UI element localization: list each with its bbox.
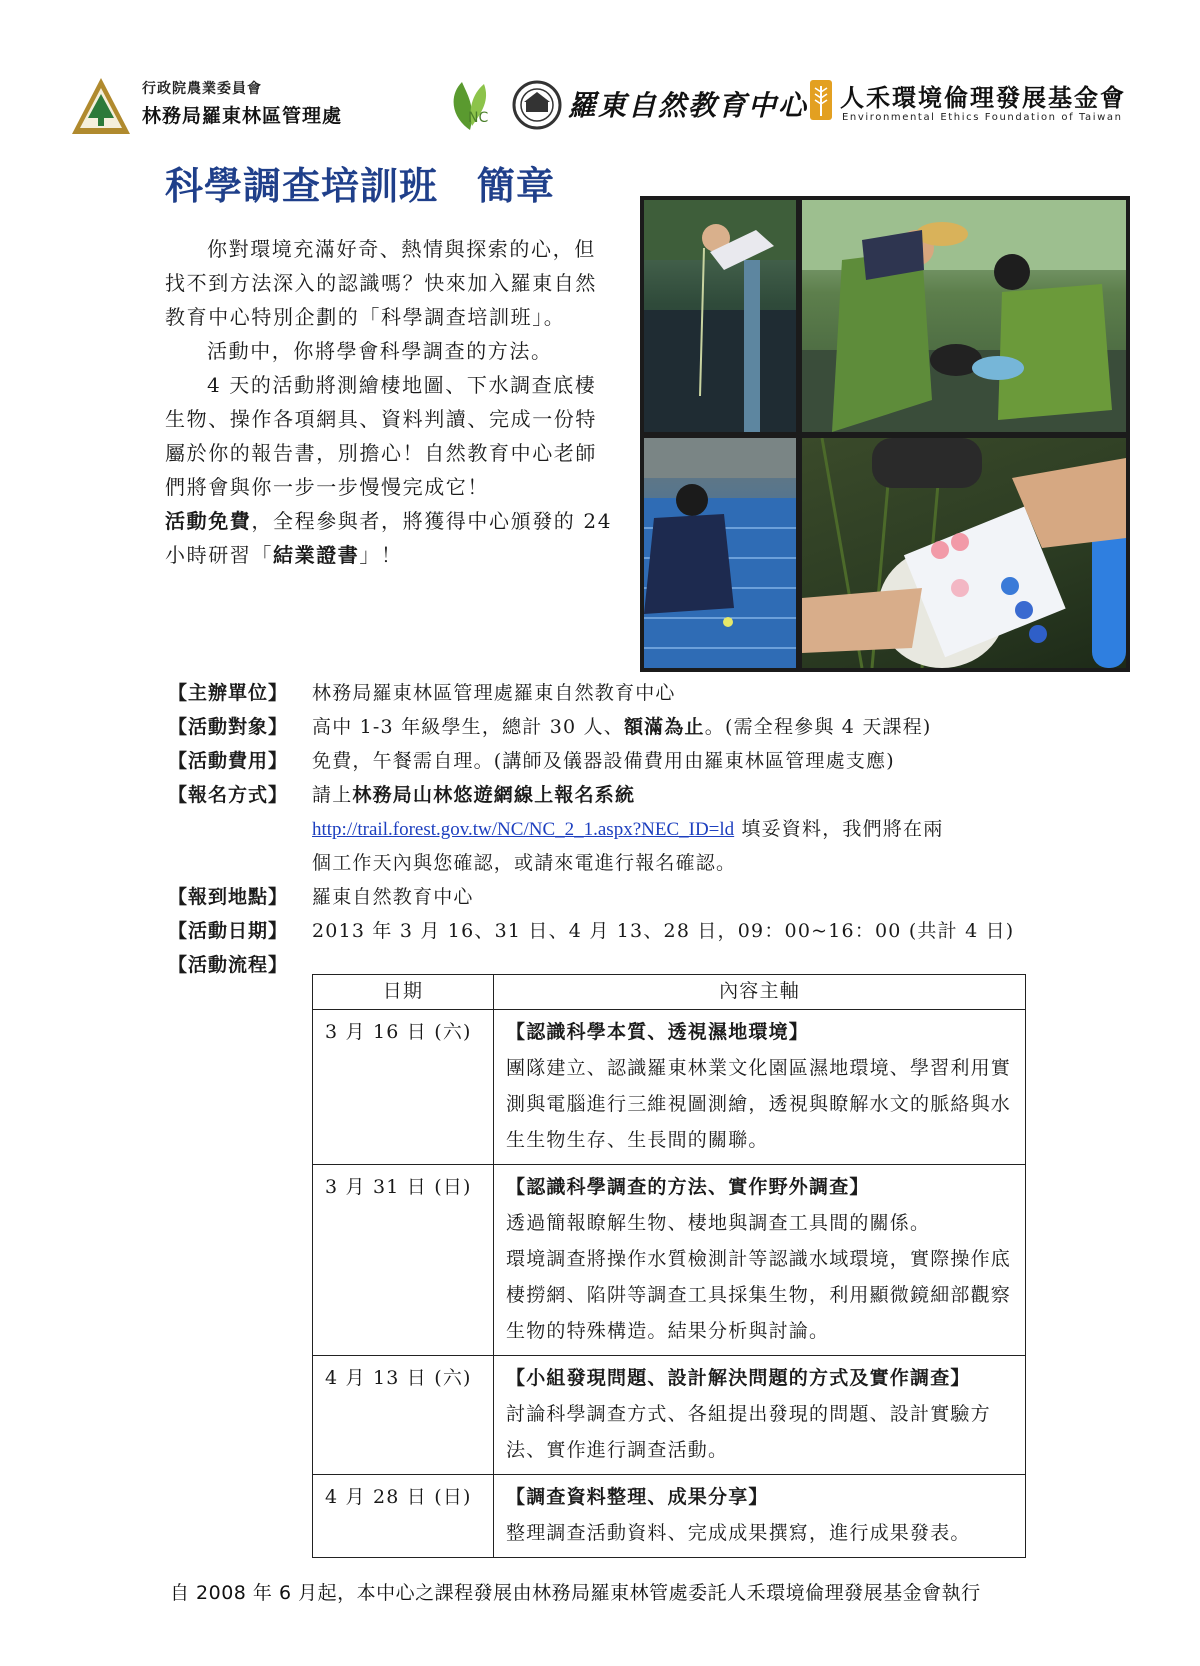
photo-students-at-pond <box>644 200 796 432</box>
foundation-name-zh: 人禾環境倫理發展基金會 <box>840 83 1126 112</box>
info-row-signup-url <box>168 812 1128 846</box>
target-value <box>312 710 932 744</box>
row-content <box>494 1475 1026 1558</box>
nc-logo-label: NC <box>468 110 489 126</box>
fee-label: 【活動費用】 <box>168 750 289 772</box>
signup-system-name: 林務局山林悠遊網線上報名系統 <box>352 784 636 806</box>
forestry-bureau-logo-icon <box>70 76 132 138</box>
photo-collage <box>640 196 1130 672</box>
table-row <box>313 1475 1026 1558</box>
center-emblem-icon <box>512 80 562 130</box>
target-label: 【活動對象】 <box>168 716 289 738</box>
free-notice: 活動免費 <box>165 509 252 533</box>
foundation-wheat-logo-icon <box>808 78 834 122</box>
certificate-notice-end: 」！ <box>359 543 403 567</box>
col-header-content: 內容主軸 <box>494 975 1026 1010</box>
signup-confirm-text: 個工作天內與您確認，或請來電進行報名確認。 <box>312 852 737 874</box>
row-description: 透過簡報瞭解生物、棲地與調查工具間的關係。 <box>506 1212 931 1234</box>
signup-intro: 請上 <box>312 784 353 806</box>
signup-label: 【報名方式】 <box>168 784 289 806</box>
organizer-value: 林務局羅東林區管理處羅東自然教育中心 <box>312 682 676 704</box>
info-row-signup <box>168 778 1128 812</box>
row-topic: 【小組發現問題、設計解決問題的方式及實作調查】 <box>506 1367 971 1389</box>
photo-water-test-kit <box>802 438 1126 668</box>
info-row-organizer <box>168 676 1128 710</box>
page-title: 科學調查培訓班 簡章 <box>165 164 556 208</box>
row-description: 團隊建立、認識羅東林業文化園區濕地環境、學習利用實測與電腦進行三維視圖測繪，透視與瞭解水文的脈絡與水生生物生存、生長間的關聯。 <box>506 1057 1012 1151</box>
target-text: 高中 1-3 年級學生，總計 30 人、 <box>312 716 624 738</box>
agency-parent-name: 行政院農業委員會 <box>142 81 262 97</box>
row-date: 4 月 28 日 (日) <box>313 1475 494 1558</box>
signup-after-text: 填妥資料，我們將在兩 <box>734 818 944 840</box>
intro-paragraph-1: 你對環境充滿好奇、熱情與探索的心，但找不到方法深入的認識嗎？快來加入羅東自然教育中心特別企劃的「科學調查培訓班」。 <box>165 237 597 329</box>
dates-value: 2013 年 3 月 16、31 日、4 月 13、28 日，09：00~16：00 (共計 4 日) <box>312 920 1015 942</box>
schedule-table <box>312 974 1026 1558</box>
row-topic: 【認識科學調查的方法、實作野外調查】 <box>506 1176 870 1198</box>
certificate-notice: ，全程參與者，將獲得中心頒發的 24 小時研習「 <box>165 509 613 567</box>
organizer-label: 【主辦單位】 <box>168 682 289 704</box>
signup-value <box>312 778 635 812</box>
agency-name: 林務局羅東林區管理處 <box>142 105 343 127</box>
signup-link[interactable]: http://trail.forest.gov.tw/NC/NC_2_1.aspx?NEC_ID=ld <box>312 819 735 840</box>
info-row-fee <box>168 744 1128 778</box>
row-content <box>494 1165 1026 1356</box>
logo-header <box>70 72 1130 142</box>
schedule-header-row <box>313 975 1026 1010</box>
table-row <box>313 1356 1026 1475</box>
info-row-venue <box>168 880 1128 914</box>
certificate-name: 結業證書 <box>273 543 360 567</box>
intro-paragraph-4 <box>165 504 615 572</box>
intro-paragraph-3: 4 天的活動將測繪棲地圖、下水調查底棲生物、操作各項網具、資料判讀、完成一份特屬於你的報告書，別擔心！自然教育中心老師們將會與你一步一步慢慢完成它！ <box>165 373 597 499</box>
forestry-bureau-name <box>142 78 342 128</box>
row-date: 3 月 16 日 (六) <box>313 1010 494 1165</box>
row-description: 整理調查活動資料、完成成果撰寫，進行成果發表。 <box>506 1522 971 1544</box>
venue-label: 【報到地點】 <box>168 886 289 908</box>
foundation-name-en: Environmental Ethics Foundation of Taiwan <box>842 112 1123 123</box>
row-description-2: 環境調查將操作水質檢測計等認識水域環境，實際操作底棲撈網、陷阱等調查工具採集生物，利用顯微鏡細部觀察生物的特殊構造。結果分析與討論。 <box>506 1248 1012 1342</box>
intro-paragraph-2: 活動中，你將學會科學調查的方法。 <box>207 339 553 363</box>
photo-students-sampling <box>802 200 1126 432</box>
center-name: 羅東自然教育中心 <box>568 89 809 122</box>
info-row-target <box>168 710 1128 744</box>
intro-text <box>165 232 615 572</box>
venue-value: 羅東自然教育中心 <box>312 886 474 908</box>
info-section <box>168 676 1128 982</box>
row-content <box>494 1356 1026 1475</box>
table-row <box>313 1165 1026 1356</box>
target-limit: 額滿為止 <box>623 716 705 738</box>
table-row <box>313 1010 1026 1165</box>
photo-student-with-net-cage <box>644 438 796 668</box>
signup-url-line <box>312 812 943 847</box>
row-date: 3 月 31 日 (日) <box>313 1165 494 1356</box>
info-row-signup-confirm <box>168 846 1128 880</box>
row-description: 討論科學調查方式、各組提出發現的問題、設計實驗方法、實作進行調查活動。 <box>506 1403 991 1461</box>
row-topic: 【認識科學本質、透視濕地環境】 <box>506 1021 810 1043</box>
row-content <box>494 1010 1026 1165</box>
row-topic: 【調查資料整理、成果分享】 <box>506 1486 769 1508</box>
row-date: 4 月 13 日 (六) <box>313 1356 494 1475</box>
target-note: 。(需全程參與 4 天課程) <box>704 716 932 738</box>
fee-value: 免費，午餐需自理。(講師及儀器設備費用由羅東林區管理處支應) <box>312 750 895 772</box>
footer-note: 自 2008 年 6 月起，本中心之課程發展由林務局羅東林管處委託人禾環境倫理發展基金會執行 <box>170 1582 981 1604</box>
dates-label: 【活動日期】 <box>168 920 289 942</box>
info-row-dates <box>168 914 1128 948</box>
col-header-date: 日期 <box>313 975 494 1010</box>
flow-label: 【活動流程】 <box>168 954 289 976</box>
